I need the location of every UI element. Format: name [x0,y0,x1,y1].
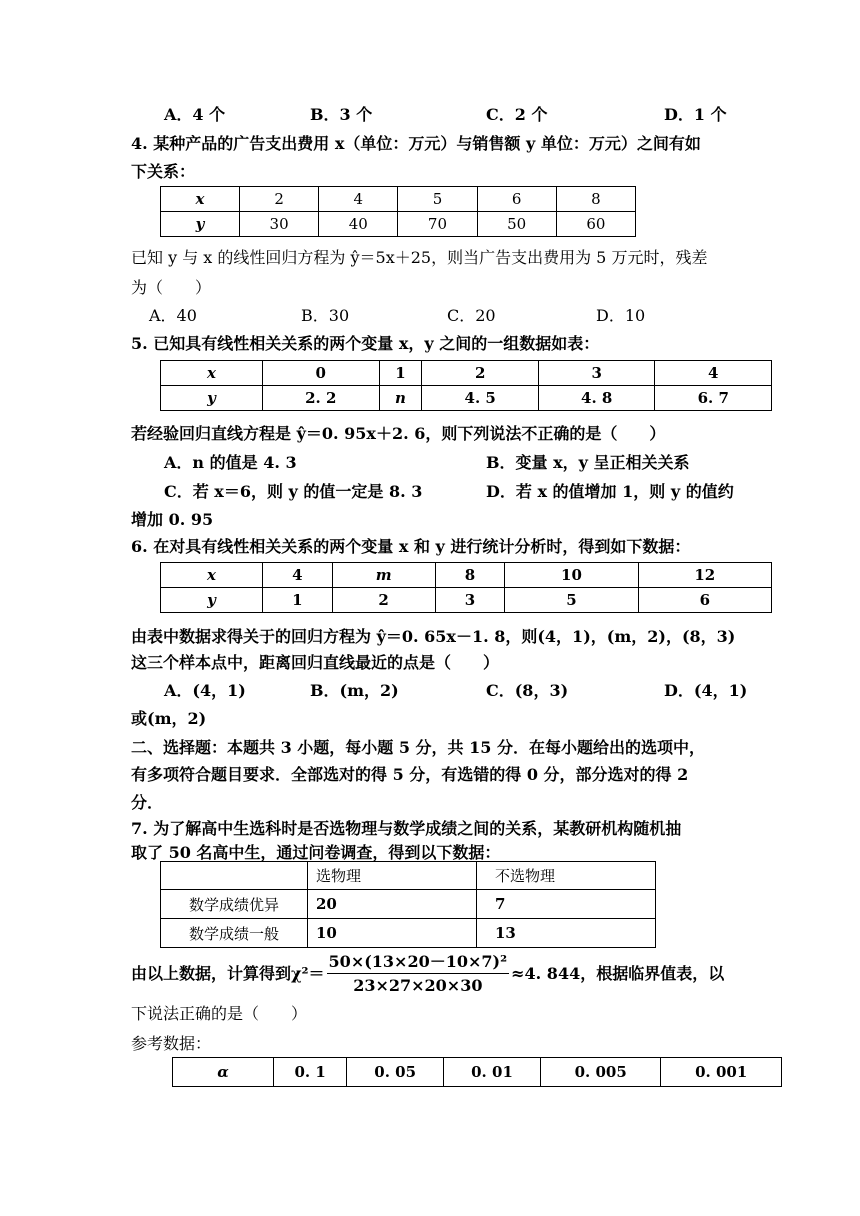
table-cell: 40 [319,212,398,237]
q6-option-d-cont: 或(m，2) [131,709,207,728]
table-cell: 1 [379,361,422,386]
table-row [161,588,772,613]
q5-option-d-cont: 增加 0. 95 [131,510,214,529]
table-cell: 数学成绩优异 [161,890,308,919]
q5-option-c: C．若 x＝6，则 y 的值一定是 8. 3 [164,482,423,501]
q6-option-a: A．(4，1) [164,681,246,700]
q7-calc-suffix: ≈4. 844，根据临界值表，以 [511,964,725,983]
table-row [161,919,656,948]
table-cell: 4. 8 [538,386,655,411]
table-cell: 10 [308,919,477,948]
table-row [161,386,772,411]
q6-text-line1: 由表中数据求得关于的回归方程为 ŷ＝0. 65x－1. 8，则(4，1)，(m，2)，(8，3) [131,627,736,646]
table-cell: 10 [505,563,638,588]
table-cell: x [161,187,240,212]
q7-calc-line [131,950,724,998]
table-cell: x [161,361,263,386]
q4-option-a: A．40 [149,306,197,325]
q4-text-line2: 为（ ） [131,278,212,297]
table-cell: 2 [422,361,539,386]
section2-line3: 分． [131,793,164,812]
q3-option-a: A．4 个 [164,105,226,124]
table-cell: m [332,563,435,588]
q5-text: 若经验回归直线方程是 ŷ＝0. 95x＋2. 6，则下列说法不正确的是（ ） [131,424,666,443]
table-row [161,187,636,212]
table-row [161,361,772,386]
table-cell: 4. 5 [422,386,539,411]
q4-option-c: C．20 [447,306,496,325]
table-cell: 8 [556,187,635,212]
table-cell: 数学成绩一般 [161,919,308,948]
table-cell: 1 [263,588,333,613]
q4-option-d: D．10 [596,306,646,325]
q7-reference-label: 参考数据： [131,1034,212,1053]
q7-fraction [327,951,510,998]
q6-stem: 6. 在对具有线性相关关系的两个变量 x 和 y 进行统计分析时，得到如下数据： [131,537,691,556]
table-cell: n [379,386,422,411]
table-cell: 选物理 [308,862,477,890]
table-cell: 2. 2 [263,386,380,411]
table-cell: 20 [308,890,477,919]
table-cell: 6. 7 [655,386,772,411]
table-cell: 4 [263,563,333,588]
q3-option-b: B．3 个 [310,105,373,124]
q5-data-table [160,360,772,411]
table-row [173,1058,782,1087]
q4-option-b: B．30 [301,306,350,325]
q4-stem-line1: 4. 某种产品的广告支出费用 x（单位：万元）与销售额 y 单位：万元）之间有如 [131,134,701,153]
q6-option-b: B．(m，2) [310,681,399,700]
q5-option-d: D．若 x 的值增加 1，则 y 的值约 [486,482,734,501]
table-cell: 60 [556,212,635,237]
q6-data-table [160,562,772,613]
table-cell: 12 [638,563,771,588]
q3-option-d: D．1 个 [664,105,727,124]
section2-line1: 二、选择题：本题共 3 小题，每小题 5 分，共 15 分．在每小题给出的选项中， [131,738,705,757]
table-cell: 5 [505,588,638,613]
table-cell: 50 [477,212,556,237]
q7-reference-table [172,1057,782,1087]
table-cell: 2 [240,187,319,212]
table-row [161,212,636,237]
q5-option-b: B．变量 x，y 呈正相关关系 [486,453,690,472]
q6-option-d: D．(4，1) [664,681,748,700]
table-cell: 3 [435,588,505,613]
table-cell: 不选物理 [477,862,656,890]
q7-calc-prefix: 由以上数据，计算得到χ²＝ [131,964,325,983]
q6-text-line2: 这三个样本点中，距离回归直线最近的点是（ ） [131,653,500,672]
q4-text-line1: 已知 y 与 x 的线性回归方程为 ŷ＝5x＋25，则当广告支出费用为 5 万元时，残差 [131,248,708,267]
q5-stem: 5. 已知具有线性相关关系的两个变量 x，y 之间的一组数据如表： [131,334,600,353]
table-cell: 0. 005 [540,1058,661,1087]
q7-fraction-numerator: 50×(13×20－10×7)² [327,951,510,974]
q7-text-line2: 下说法正确的是（ ） [131,1004,308,1023]
table-cell: 0 [263,361,380,386]
table-cell: x [161,563,263,588]
q4-data-table [160,186,636,237]
table-cell: 2 [332,588,435,613]
table-cell: 0. 001 [661,1058,782,1087]
q7-contingency-table [160,861,656,948]
q6-option-c: C．(8，3) [486,681,569,700]
table-cell: 3 [538,361,655,386]
q7-fraction-denominator: 23×27×20×30 [353,976,483,995]
table-cell: y [161,212,240,237]
q7-stem-line1: 7. 为了解高中生选科时是否选物理与数学成绩之间的关系，某教研机构随机抽 [131,819,682,838]
table-row [161,890,656,919]
table-cell: 0. 1 [274,1058,347,1087]
table-cell: 4 [319,187,398,212]
table-cell: 5 [398,187,477,212]
table-cell: 4 [655,361,772,386]
table-cell: 8 [435,563,505,588]
table-cell: 13 [477,919,656,948]
table-cell: 0. 05 [347,1058,444,1087]
table-row [161,862,656,890]
table-cell: 30 [240,212,319,237]
table-cell: 6 [638,588,771,613]
table-cell: y [161,588,263,613]
q7-stem-line2: 取了 50 名高中生，通过问卷调查，得到以下数据： [131,843,501,862]
table-cell: 6 [477,187,556,212]
table-cell: 70 [398,212,477,237]
section2-line2: 有多项符合题目要求．全部选对的得 5 分，有选错的得 0 分，部分选对的得 2 [131,765,689,784]
q5-option-a: A．n 的值是 4. 3 [164,453,297,472]
q3-option-c: C．2 个 [486,105,548,124]
table-cell: α [173,1058,274,1087]
table-cell [161,862,308,890]
q4-stem-line2: 下关系： [131,162,196,181]
table-cell: y [161,386,263,411]
table-cell: 0. 01 [444,1058,541,1087]
table-cell: 7 [477,890,656,919]
table-row [161,563,772,588]
